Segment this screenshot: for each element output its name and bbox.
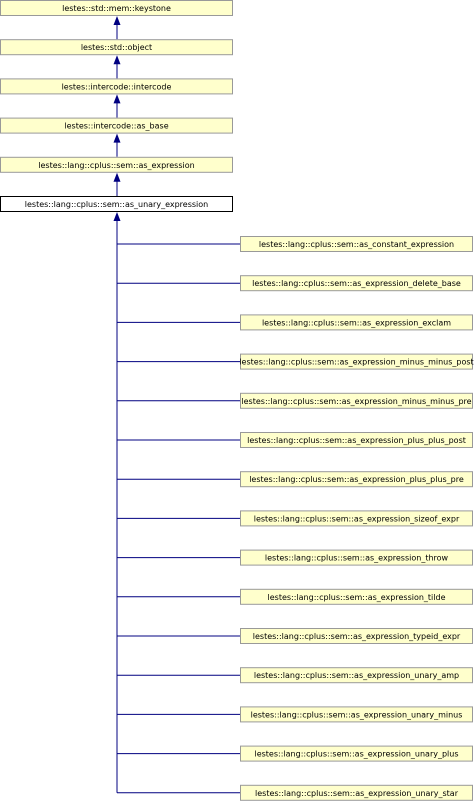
- class-node-derived-11[interactable]: [241, 668, 473, 683]
- class-node-derived-0[interactable]: [241, 237, 473, 252]
- class-node-derived-10[interactable]: [241, 629, 473, 644]
- class-node-derived-14-label: lestes::lang::cplus::sem::as_expression_unary_star: [255, 788, 458, 798]
- inheritance-arrow-ancestor-2: [114, 94, 121, 103]
- class-node-derived-6-label: lestes::lang::cplus::sem::as_expression_plus_plus_pre: [249, 475, 464, 485]
- inheritance-arrow-current: [114, 212, 121, 221]
- class-node-derived-4[interactable]: [241, 393, 473, 408]
- class-node-derived-11-label: lestes::lang::cplus::sem::as_expression_unary_amp: [253, 671, 460, 681]
- class-node-derived-2-label: lestes::lang::cplus::sem::as_expression_exclam: [261, 318, 452, 328]
- class-node-current: [1, 197, 233, 212]
- class-node-ancestor-4-label: lestes::lang::cplus::sem::as_expression: [38, 160, 195, 170]
- class-node-derived-0-label: lestes::lang::cplus::sem::as_constant_expression: [258, 240, 455, 249]
- class-node-ancestor-0[interactable]: [1, 1, 233, 16]
- class-node-ancestor-3-label: lestes::intercode::as_base: [64, 121, 169, 131]
- class-node-derived-3-label: lestes::lang::cplus::sem::as_expression_minus_minus_post: [239, 357, 474, 367]
- inheritance-arrow-ancestor-3: [114, 134, 121, 143]
- class-node-derived-2[interactable]: [241, 315, 473, 330]
- class-node-derived-8-label: lestes::lang::cplus::sem::as_expression_throw: [264, 553, 449, 563]
- class-node-ancestor-1-label: lestes::std::object: [80, 43, 153, 53]
- class-node-derived-10-label: lestes::lang::cplus::sem::as_expression_typeid_expr: [252, 632, 461, 641]
- class-node-derived-3[interactable]: [239, 354, 473, 369]
- class-node-ancestor-0-label: lestes::std::mem::keystone: [62, 4, 171, 13]
- class-node-derived-9-label: lestes::lang::cplus::sem::as_expression_tilde: [267, 592, 446, 602]
- class-node-derived-1[interactable]: [241, 276, 473, 291]
- class-node-derived-13[interactable]: [241, 746, 473, 761]
- class-node-current-label: lestes::lang::cplus::sem::as_unary_expression: [24, 200, 209, 209]
- class-node-derived-14[interactable]: [241, 785, 473, 800]
- class-node-ancestor-2[interactable]: [1, 79, 233, 94]
- class-node-derived-4-label: lestes::lang::cplus::sem::as_expression_minus_minus_pre: [241, 396, 472, 406]
- class-node-derived-5[interactable]: [241, 433, 473, 448]
- class-node-derived-6[interactable]: [241, 472, 473, 487]
- class-node-ancestor-3[interactable]: [1, 118, 233, 133]
- inheritance-arrow-ancestor-1: [114, 55, 121, 64]
- class-node-ancestor-1[interactable]: [1, 40, 233, 55]
- inheritance-arrow-ancestor-0: [114, 16, 121, 25]
- class-node-derived-12-label: lestes::lang::cplus::sem::as_expression_unary_minus: [250, 710, 463, 720]
- inheritance-arrow-ancestor-4: [114, 173, 121, 182]
- class-node-derived-1-label: lestes::lang::cplus::sem::as_expression_delete_base: [252, 279, 461, 289]
- class-node-derived-5-label: lestes::lang::cplus::sem::as_expression_plus_plus_post: [247, 436, 466, 445]
- class-node-derived-9[interactable]: [241, 589, 473, 604]
- class-node-derived-8[interactable]: [241, 550, 473, 565]
- class-node-derived-7[interactable]: [241, 511, 473, 526]
- class-node-derived-12[interactable]: [241, 707, 473, 722]
- class-node-ancestor-2-label: lestes::intercode::intercode: [61, 82, 172, 92]
- class-node-derived-7-label: lestes::lang::cplus::sem::as_expression_sizeof_expr: [253, 514, 460, 524]
- class-node-ancestor-4[interactable]: [1, 157, 233, 172]
- class-node-derived-13-label: lestes::lang::cplus::sem::as_expression_unary_plus: [254, 749, 459, 759]
